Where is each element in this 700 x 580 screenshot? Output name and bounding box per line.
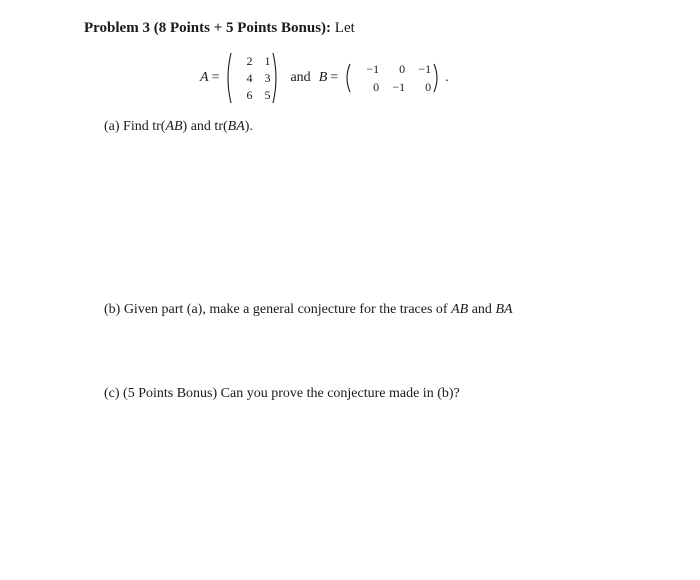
part-b-ba: BA (495, 302, 513, 317)
matrix-definitions (200, 48, 449, 108)
part-b-question (104, 302, 513, 318)
matrix-a-cell: 4 (246, 71, 253, 85)
part-a-mid: ) and tr( (182, 119, 228, 134)
left-paren-icon (224, 52, 232, 104)
part-c-text: (c) (5 Points Bonus) Can you prove the conjecture made in (b)? (104, 386, 460, 401)
matrix-b-name: B (318, 70, 328, 85)
matrix-b-cell: −1 (418, 62, 432, 76)
matrix-b-cell: −1 (392, 80, 406, 94)
problem-heading (84, 20, 355, 37)
matrix-a-grid (234, 53, 270, 103)
matrix-b-cell: 0 (373, 80, 380, 94)
part-c-question (104, 386, 460, 402)
part-a-ab: AB (165, 119, 183, 134)
part-a-ba: BA (227, 119, 245, 134)
left-paren-icon (343, 63, 351, 93)
matrix-a-cell: 5 (264, 88, 271, 102)
equation-period: . (445, 70, 449, 85)
part-a-question (104, 119, 253, 135)
matrix-b-grid (353, 61, 431, 95)
matrix-a-cell: 3 (264, 71, 271, 85)
equals-sign-b: = (330, 70, 339, 85)
right-paren-icon (272, 52, 280, 104)
and-connector: and (290, 70, 311, 85)
right-paren-icon (433, 63, 441, 93)
matrix-b-cell: 0 (399, 62, 406, 76)
part-a-prefix: (a) Find tr( (104, 119, 166, 134)
matrix-b-cell: 0 (425, 80, 432, 94)
matrix-a-name: A (200, 70, 209, 85)
matrix-a-cell: 2 (246, 54, 253, 68)
matrix-b (343, 61, 441, 95)
equals-sign-a: = (211, 70, 220, 85)
matrix-b-cell: −1 (366, 62, 380, 76)
part-b-mid: and (471, 302, 492, 317)
part-b-ab: AB (451, 302, 469, 317)
matrix-a (224, 52, 280, 104)
part-a-suffix: ). (244, 119, 253, 134)
matrix-a-cell: 6 (246, 88, 253, 102)
part-b-prefix: (b) Given part (a), make a general conjecture for the traces of (104, 302, 448, 317)
problem-title: Problem 3 (8 Points + 5 Points Bonus): (84, 20, 332, 36)
matrix-a-cell: 1 (264, 54, 271, 68)
problem-intro: Let (334, 20, 355, 36)
